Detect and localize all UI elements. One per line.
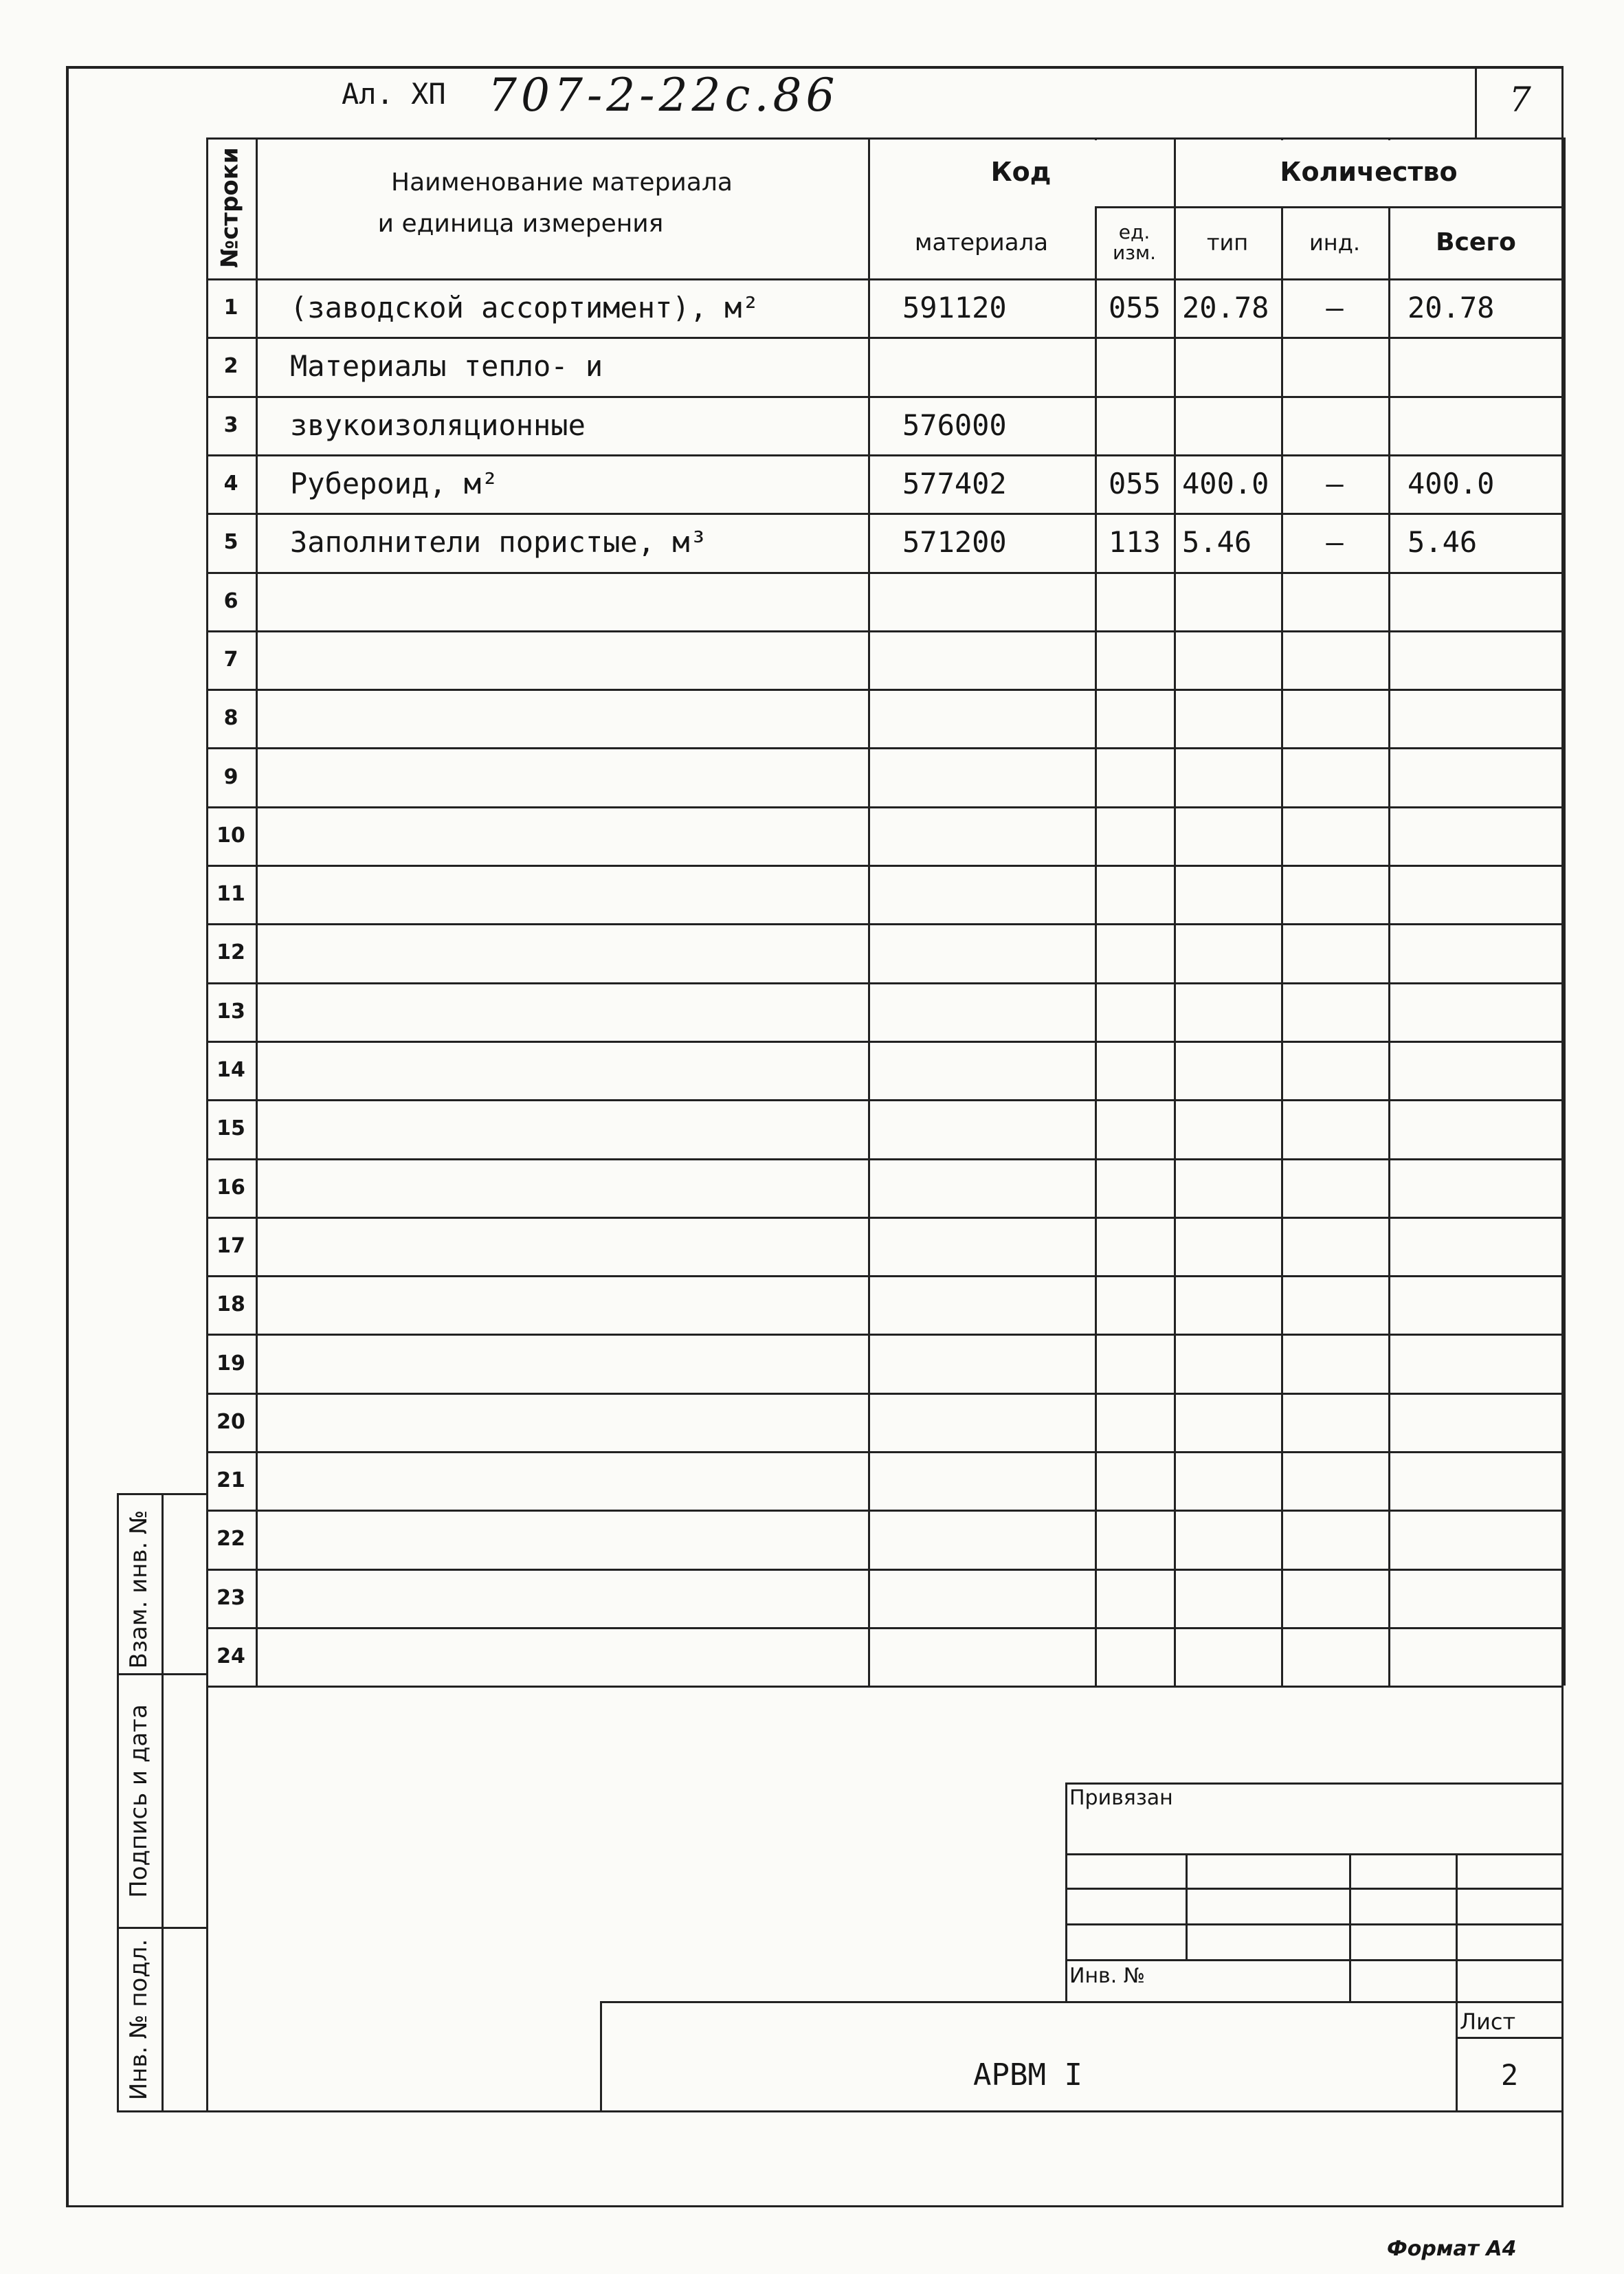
row-ind-qty	[1281, 1510, 1388, 1568]
row-number: 7	[223, 647, 238, 672]
row-ind-qty	[1281, 982, 1388, 1041]
row-number: 13	[216, 999, 245, 1024]
album-code: 707-2-22с.86	[488, 69, 839, 122]
row-total-qty: 5.46	[1408, 525, 1478, 560]
table-col-line	[868, 137, 870, 1686]
row-ind-qty	[1281, 1275, 1388, 1334]
row-ind-qty: —	[1326, 467, 1344, 501]
row-number: 23	[216, 1585, 245, 1610]
col-material-code-header: материала	[914, 228, 1049, 256]
stamp-col-1	[1186, 1853, 1188, 1959]
row-number: 9	[223, 764, 238, 789]
col-name-header-line1: Наименование материала	[391, 168, 733, 197]
row-ind-qty	[1281, 1451, 1388, 1510]
row-number: 24	[216, 1644, 245, 1669]
row-ind-qty: —	[1326, 525, 1344, 560]
row-ind-qty	[1281, 1334, 1388, 1392]
row-unit-code: 055	[1109, 467, 1161, 501]
doc-code: АРВМ I	[973, 2057, 1082, 2093]
row-name: Заполнители пористые, м³	[290, 525, 707, 560]
col-name-header-line2: и единица измерения	[377, 209, 664, 238]
row-ind-qty	[1281, 572, 1388, 630]
stamp-col-2	[1349, 1853, 1351, 2001]
row-ind-qty	[1281, 1393, 1388, 1451]
row-number: 8	[223, 706, 238, 731]
col-unit-header: ед. изм.	[1112, 220, 1157, 264]
podpis-data-label: Подпись и дата	[125, 1704, 153, 1898]
row-name: (заводской ассортимент), м²	[290, 291, 759, 325]
row-material-code: 576000	[902, 408, 1007, 442]
sheet-value: 2	[1500, 2057, 1519, 2092]
row-number: 3	[223, 412, 238, 437]
row-number: 12	[216, 940, 245, 965]
row-number: 1	[223, 296, 238, 320]
row-ind-qty	[1281, 747, 1388, 806]
stamp-main-top-line	[600, 2001, 1564, 2003]
row-name: Рубероид, м²	[290, 467, 499, 501]
row-number: 21	[216, 1468, 245, 1493]
row-number: 19	[216, 1351, 245, 1376]
group-code-header: Код	[990, 157, 1052, 187]
inv-podl-label: Инв. № подл.	[125, 1939, 153, 2101]
sheet-label: Лист	[1460, 2009, 1516, 2035]
row-ind-qty	[1281, 337, 1388, 395]
row-number: 6	[223, 588, 238, 613]
row-ind-qty	[1281, 1099, 1388, 1158]
album-prefix: Ал. ХП	[342, 77, 446, 111]
stamp-top-line	[1065, 1782, 1564, 1785]
col-row-num-header: №строки	[216, 147, 244, 268]
table-col-line	[1564, 137, 1566, 1686]
row-number: 22	[216, 1527, 245, 1552]
table-row-line	[206, 1686, 1564, 1688]
row-total-qty: 20.78	[1408, 291, 1495, 325]
row-number: 17	[216, 1233, 245, 1258]
row-ind-qty: —	[1326, 291, 1344, 325]
table-col-line	[1174, 137, 1176, 1686]
table-col-line	[1388, 137, 1390, 1686]
row-name: Материалы тепло- и	[290, 349, 603, 384]
row-ind-qty	[1281, 806, 1388, 865]
row-number: 2	[223, 354, 238, 379]
row-number: 15	[216, 1116, 245, 1141]
row-ind-qty	[1281, 689, 1388, 747]
row-ind-qty	[1281, 865, 1388, 923]
side-stamp-bottom-line	[117, 2110, 1564, 2112]
row-unit-code: 113	[1109, 525, 1161, 560]
stamp-line-d	[1065, 1959, 1564, 1961]
stamp-left-line	[1065, 1782, 1067, 2002]
row-ind-qty	[1281, 630, 1388, 689]
row-number: 14	[216, 1058, 245, 1083]
row-total-qty: 400.0	[1408, 467, 1495, 501]
page-number: 7	[1509, 80, 1531, 120]
table-col-line	[1095, 137, 1097, 1686]
privyazan-label: Привязан	[1069, 1786, 1173, 1810]
row-type-qty: 20.78	[1182, 291, 1269, 325]
vzam-inv-label: Взам. инв. №	[125, 1510, 153, 1669]
format-label: Формат А4	[1387, 2237, 1517, 2261]
row-type-qty: 400.0	[1182, 467, 1269, 501]
row-number: 18	[216, 1292, 245, 1317]
row-material-code: 577402	[902, 467, 1007, 501]
side-stamp-top-line	[117, 1493, 206, 1495]
row-number: 16	[216, 1175, 245, 1200]
row-unit-code: 055	[1109, 291, 1161, 325]
row-material-code: 591120	[902, 291, 1007, 325]
row-ind-qty	[1281, 1158, 1388, 1217]
row-ind-qty	[1281, 1569, 1388, 1627]
col-total-header: Всего	[1436, 228, 1516, 256]
group-quantity-header: Количество	[1280, 157, 1458, 187]
row-ind-qty	[1281, 1627, 1388, 1686]
col-ind-header: инд.	[1309, 229, 1360, 256]
row-ind-qty	[1281, 923, 1388, 982]
row-ind-qty	[1281, 396, 1388, 454]
row-ind-qty	[1281, 1041, 1388, 1099]
row-ind-qty	[1281, 1217, 1388, 1275]
stamp-line-b	[1065, 1888, 1564, 1890]
stamp-line-c	[1065, 1923, 1564, 1925]
row-number: 20	[216, 1409, 245, 1434]
row-name: звукоизоляционные	[290, 408, 586, 442]
row-number: 11	[216, 882, 245, 907]
row-number: 10	[216, 823, 245, 848]
row-type-qty: 5.46	[1182, 525, 1252, 560]
side-stamp-mid-line	[162, 1493, 164, 2112]
table-col-line	[256, 137, 258, 1686]
inv-no-label: Инв. №	[1069, 1964, 1146, 1988]
row-material-code: 571200	[902, 525, 1007, 560]
stamp-line-a	[1065, 1853, 1564, 1855]
row-number: 5	[223, 530, 238, 555]
row-number: 4	[223, 472, 238, 496]
col-type-header: тип	[1206, 229, 1249, 256]
